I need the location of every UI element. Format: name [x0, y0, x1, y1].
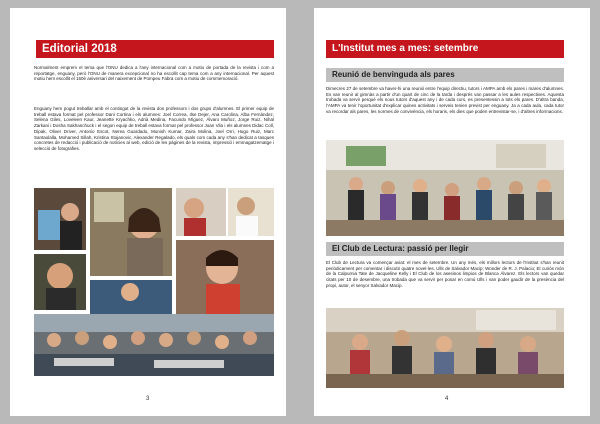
right-page: [314, 8, 590, 416]
section-heading-reading-club: El Club de Lectura: passió per llegir: [326, 242, 564, 256]
students-portrait-collage: [34, 188, 274, 386]
editorial-title: Editorial 2018: [36, 40, 274, 58]
editorial-paragraph-1: Normalment emprem el tema que l'ONU dedica a l'any internacional com a motiu de portada de la revista i com a reportatge, enguany, però l'ONU de manera excepcional no ha escollit cap tema com a any internacional. Per aquest motiu hem escollit el 150è aniversari del naixement de Pompeu Fabra com a motiu de commemoració.: [34, 65, 274, 82]
section-heading-parents-meeting: Reunió de benvinguda als pares: [326, 68, 564, 82]
month-section-title: L'Institut mes a mes: setembre: [326, 40, 564, 58]
parents-meeting-photo: [326, 140, 564, 236]
left-page: [10, 8, 286, 416]
page-number: 3: [146, 396, 150, 402]
parents-meeting-text: Dimecres 27 de setembre va haver-hi una reunió entre l'equip directiu, tutors i AMPA amb els pares i mares d'alumnes. Es van reunir al gimnàs a partir d'un quart de cinc de la tarda i després van passar a les aules respectives. Aquesta trobada va servir perquè els nous tutors d'aquest any i de cada curs, es presentessin a tots els pares. D'altra banda, l'AMPA va tenir l'oportunitat d'explicar quines activitats i serveis tenien previst per enguany. Ja a cada aula, cada tutor va recordar als pares, les normes de convivència, els horaris, els dies que poden entrevistar-se, i d'altres informacions.: [326, 86, 564, 114]
page-number: 4: [445, 396, 449, 402]
reading-club-photo: [326, 308, 564, 388]
reading-club-text: El Club de Lectura va començar aviat: el mes de setembre. Un any més, els millors lectors de l'Institut s'han reunit periòdicament per comentar i discutir quatre novel·les, Ulls de Salvador Macip; Wonder de R. J. Palacio; El curiós món de la Calpurnia Tate de Jacqueline Kelly i El Club de los asesinos limpios de Blanca Álvarez. Els lectors van quedar citats per 10 de desembre, una trobada que va servir per posar en comú Ulls i van poder gaudir de la presència del propi, autor, el senyor Salvador Macip.: [326, 260, 564, 288]
editorial-paragraph-2: Enguany hem pogut treballar amb el contingut de la revista dos professors i dos grups d'alumnes. El primer equip de treball estava format pel professor Dani Cortina i els alumnes: Joel Correa, Ilse Dejer, Ana Carolina, Alba Fernández, Selena Giles, Loveleen Kaur, Jeanette Kryachko, Adrià Medina, Facundo Míguez, Álvaro Muñoz, Jorge Ruiz, Nihal Zarkani i Dosha Sakhanchuck i el segon equip de treball estava format pel professor Joan Vila i els alumnes Didac Coll, Dipak, Oliver Driver, Antonio Escot, Nerea Guardado, Munish Kumar, Zaira Molina, Joel Orri, Hugo Ruiz, Marc Santaolalla, Mohamed Sillah, Kristina Stojanovic, Alexander Regalado, els quals com cada any s'han dedicat a tasques concretes de redacció i publicació de notícies al web, edició de les pàgines de la revista, impressió i emmagatzematge i selecció de fotografies.: [34, 106, 274, 151]
